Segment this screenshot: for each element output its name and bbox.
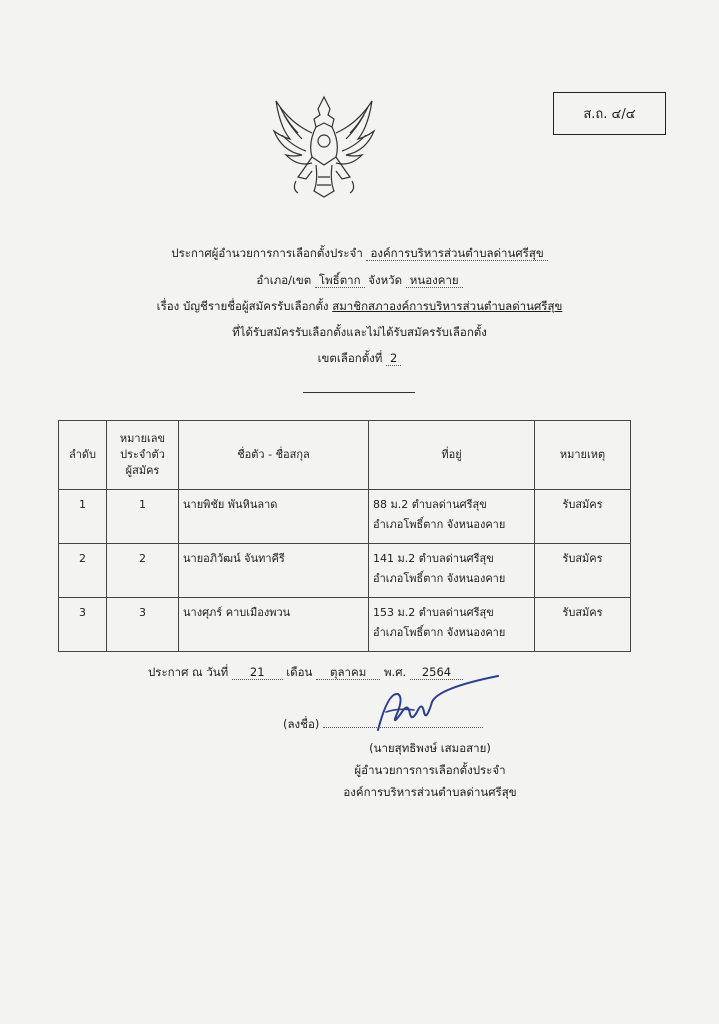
row-name: นายพิชัย พันหินลาด (179, 490, 369, 544)
row-remark: รับสมัคร (535, 544, 631, 598)
header-line-2 (0, 271, 719, 289)
col-number-header (107, 421, 179, 490)
announcement-year: 2564 (410, 665, 463, 680)
zone-value: 2 (386, 351, 401, 366)
signer-name: (นายสุทธิพงษ์ เสมอสาย) (369, 741, 491, 755)
row-remark: รับสมัคร (535, 598, 631, 652)
district-value: โพธิ์ตาก (315, 273, 365, 288)
col-number-header-l1: หมายเลข (119, 432, 166, 445)
subject-position: สมาชิกสภาองค์การบริหารส่วนตำบลด่านศรีสุข (332, 299, 563, 313)
subject-label: เรื่อง (156, 299, 180, 313)
table-row (59, 490, 631, 544)
announcement-month-label: เดือน (286, 665, 313, 679)
row-address-line1: 153 ม.2 ตำบลด่านศรีสุข (373, 606, 494, 619)
district-label: อำเภอ/เขต (256, 273, 312, 287)
handwritten-signature-icon (358, 672, 528, 742)
province-value: หนองคาย (406, 273, 463, 288)
row-number: 1 (107, 490, 179, 544)
zone-label: เขตเลือกตั้งที่ (317, 351, 383, 365)
col-address-header: ที่อยู่ (369, 421, 535, 490)
subject-line2-text: ที่ได้รับสมัครรับเลือกตั้งและไม่ได้รับสมัครรับเลือกตั้ง (232, 325, 487, 339)
row-remark: รับสมัคร (535, 490, 631, 544)
form-code-box (553, 92, 666, 135)
zone-line (0, 349, 719, 367)
announcement-year-label: พ.ศ. (383, 665, 407, 679)
row-name: นายอภิวัฒน์ จันทาคีรี (179, 544, 369, 598)
subject-line-2 (0, 323, 719, 341)
announcement-day: 21 (232, 665, 283, 680)
candidate-table (58, 420, 631, 652)
row-address (369, 544, 535, 598)
row-order: 2 (59, 544, 107, 598)
col-number-header-l3: ผู้สมัคร (125, 464, 160, 477)
signer-title-2: องค์การบริหารส่วนตำบลด่านศรีสุข (343, 785, 517, 799)
announcement-label: ประกาศ ณ วันที่ (148, 665, 229, 679)
table-row (59, 598, 631, 652)
subject-line (0, 297, 719, 315)
signer-title-1: ผู้อำนวยการการเลือกตั้งประจำ (354, 763, 506, 777)
row-order: 3 (59, 598, 107, 652)
sign-label: (ลงชื่อ) (283, 717, 320, 731)
col-remark-header: หมายเหตุ (535, 421, 631, 490)
row-number: 2 (107, 544, 179, 598)
row-address-line1: 141 ม.2 ตำบลด่านศรีสุข (373, 552, 494, 565)
row-number: 3 (107, 598, 179, 652)
col-name-header: ชื่อตัว - ชื่อสกุล (179, 421, 369, 490)
col-number-header-l2: ประจำตัว (120, 448, 165, 461)
row-address-line2: อำเภอโพธิ์ตาก จังหนองคาย (373, 572, 506, 585)
col-order-header: ลำดับ (59, 421, 107, 490)
table-header-row (59, 421, 631, 490)
garuda-emblem-icon (268, 93, 380, 203)
row-name: นางศุภร์ คาบเมืองพวน (179, 598, 369, 652)
province-label: จังหวัด (368, 273, 403, 287)
row-address-line1: 88 ม.2 ตำบลด่านศรีสุข (373, 498, 487, 511)
row-address (369, 598, 535, 652)
form-code: ส.ถ. ๔/๔ (583, 107, 636, 122)
divider-rule (303, 392, 415, 393)
header-line-1 (0, 244, 719, 262)
header-prefix: ประกาศผู้อำนวยการการเลือกตั้งประจำ (171, 246, 363, 260)
table-row (59, 544, 631, 598)
announcement-month: ตุลาคม (316, 665, 380, 680)
row-address (369, 490, 535, 544)
row-order: 1 (59, 490, 107, 544)
row-address-line2: อำเภอโพธิ์ตาก จังหนองคาย (373, 518, 506, 531)
subject-text: บัญชีรายชื่อผู้สมัครรับเลือกตั้ง (182, 299, 329, 313)
header-org-name: องค์การบริหารส่วนตำบลด่านศรีสุข (366, 246, 547, 261)
row-address-line2: อำเภอโพธิ์ตาก จังหนองคาย (373, 626, 506, 639)
